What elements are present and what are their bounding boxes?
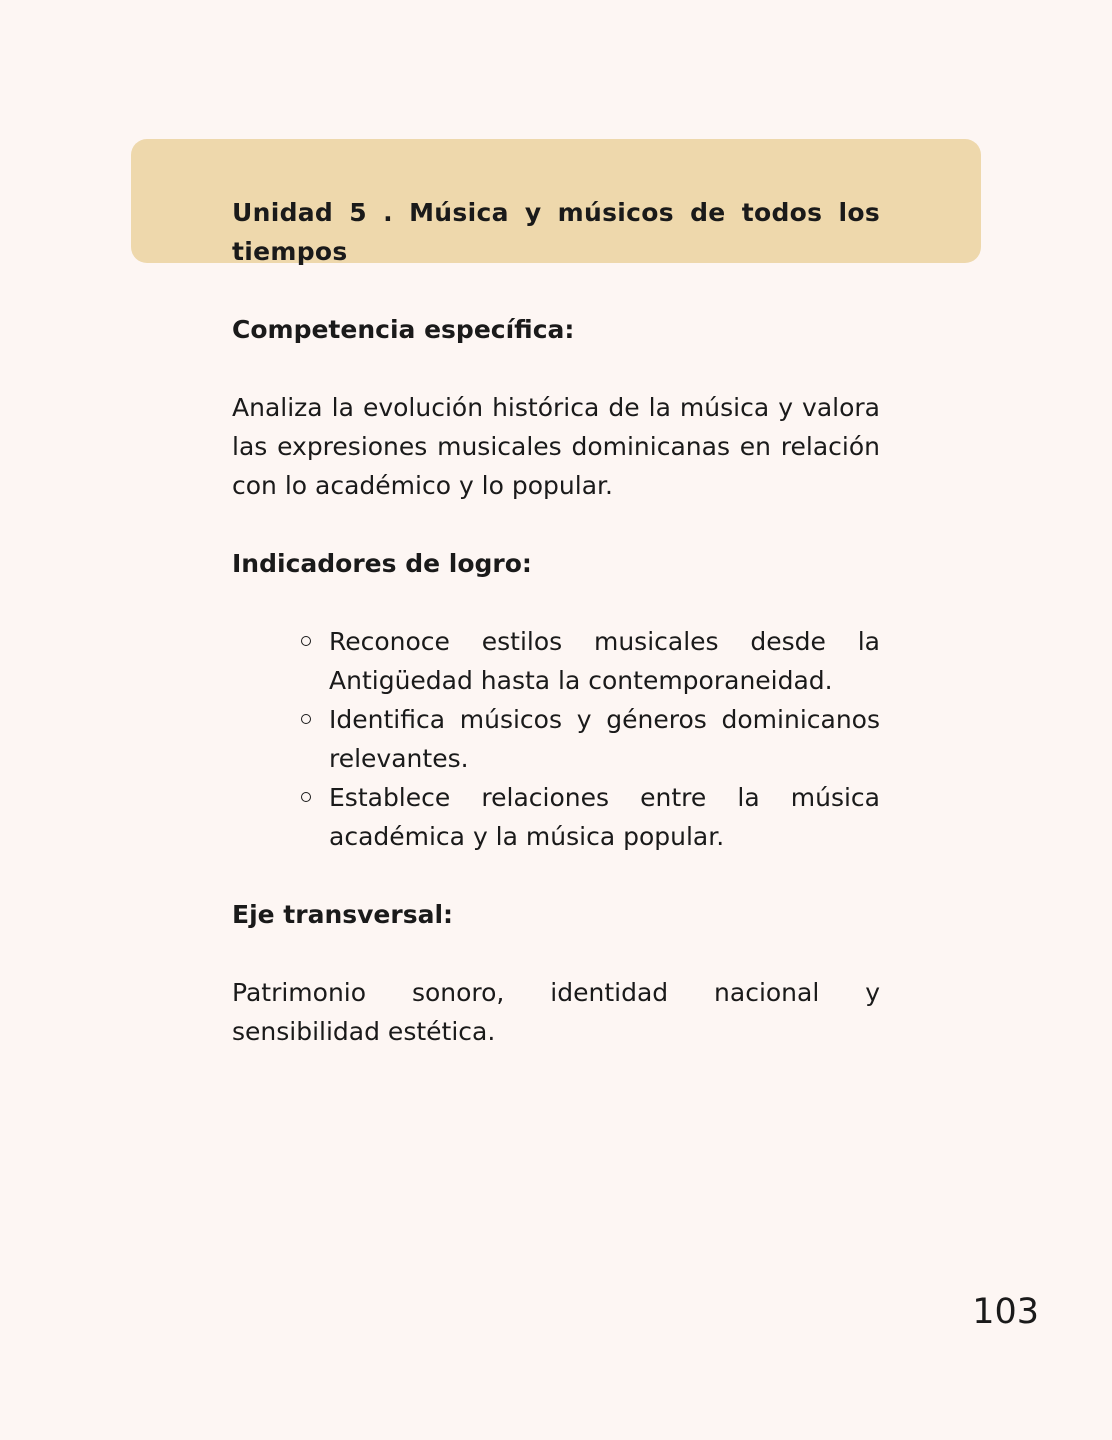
spacer bbox=[232, 349, 880, 388]
page-number: 103 bbox=[972, 1292, 1039, 1332]
spacer bbox=[232, 583, 880, 622]
hollow-circle-bullet-icon bbox=[301, 714, 311, 724]
list-item bbox=[329, 778, 880, 856]
indicadores-heading: Indicadores de logro: bbox=[232, 549, 532, 578]
hollow-circle-bullet-icon bbox=[301, 792, 311, 802]
hollow-circle-bullet-icon bbox=[301, 636, 311, 646]
competencia-heading: Competencia específica: bbox=[232, 315, 575, 344]
spacer bbox=[232, 271, 880, 310]
indicadores-list bbox=[232, 622, 880, 856]
page-content bbox=[232, 193, 880, 1051]
competencia-text: Analiza la evolución histórica de la música y valora las expresiones musicales dominicanas en relación con lo académico y lo popular. bbox=[232, 393, 880, 500]
unit-title: Unidad 5 . Música y músicos de todos los tiempos bbox=[232, 198, 880, 266]
spacer bbox=[232, 505, 880, 544]
eje-heading: Eje transversal: bbox=[232, 900, 454, 929]
list-item bbox=[329, 622, 880, 700]
eje-text: Patrimonio sonoro, identidad nacional y sensibilidad estética. bbox=[232, 978, 880, 1046]
spacer bbox=[232, 856, 880, 895]
list-item-text: Reconoce estilos musicales desde la Antigüedad hasta la contemporaneidad. bbox=[329, 627, 880, 695]
list-item bbox=[329, 700, 880, 778]
list-item-text: Identifica músicos y géneros dominicanos relevantes. bbox=[329, 705, 880, 773]
list-item-text: Establece relaciones entre la música académica y la música popular. bbox=[329, 783, 880, 851]
spacer bbox=[232, 934, 880, 973]
